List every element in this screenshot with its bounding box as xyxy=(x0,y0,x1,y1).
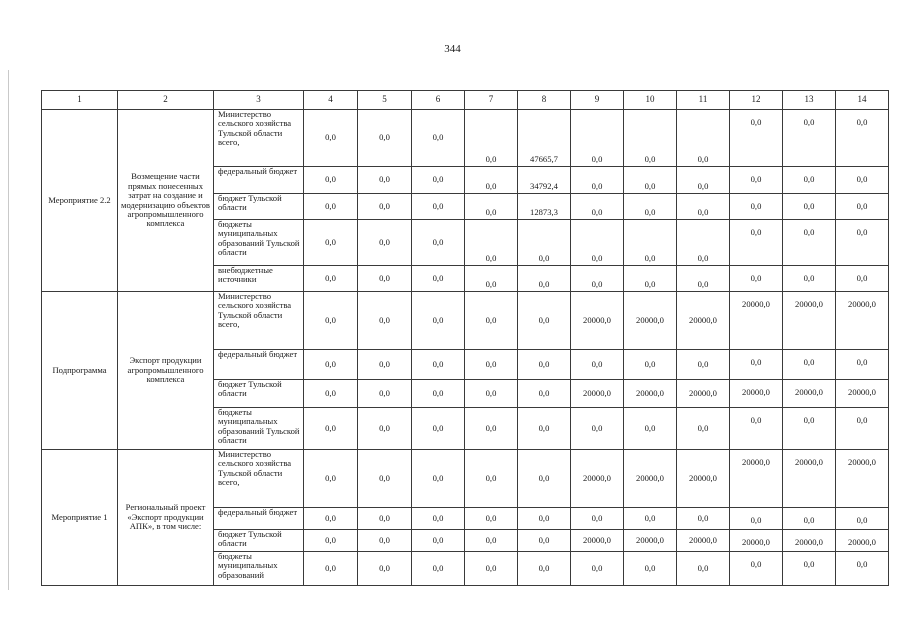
value-cell: 0,0 xyxy=(304,552,358,586)
value-cell: 20000,0 xyxy=(730,380,783,408)
value-cell: 20000,0 xyxy=(836,530,889,552)
value-cell: 12873,3 xyxy=(518,194,571,220)
value-cell: 0,0 xyxy=(358,552,412,586)
block-description-cell: Экспорт продукции агропромышленного комплекса xyxy=(118,292,214,450)
value-cell: 0,0 xyxy=(783,552,836,586)
value-cell: 0,0 xyxy=(730,508,783,530)
value-cell: 0,0 xyxy=(518,508,571,530)
value-cell: 0,0 xyxy=(358,194,412,220)
value-cell: 0,0 xyxy=(304,220,358,266)
value-cell: 0,0 xyxy=(518,450,571,508)
value-cell: 0,0 xyxy=(412,508,465,530)
value-cell: 0,0 xyxy=(304,350,358,380)
value-cell: 0,0 xyxy=(465,220,518,266)
header-row xyxy=(42,91,889,110)
table-row xyxy=(42,450,889,508)
funding-source-cell: федеральный бюджет xyxy=(214,350,304,380)
value-cell: 0,0 xyxy=(783,508,836,530)
value-cell: 0,0 xyxy=(571,266,624,292)
value-cell: 0,0 xyxy=(730,350,783,380)
value-cell: 0,0 xyxy=(730,110,783,167)
value-cell: 0,0 xyxy=(518,552,571,586)
block-description-cell: Региональный проект «Экспорт продукции АПК», в том числе: xyxy=(118,450,214,586)
funding-source-cell: Министерство сельского хозяйства Тульской области всего, xyxy=(214,450,304,508)
value-cell: 0,0 xyxy=(358,266,412,292)
header-cell: 10 xyxy=(624,91,677,110)
value-cell: 0,0 xyxy=(358,292,412,350)
value-cell: 0,0 xyxy=(624,167,677,194)
value-cell: 0,0 xyxy=(518,380,571,408)
value-cell: 0,0 xyxy=(571,194,624,220)
scan-margin-line xyxy=(8,70,9,590)
value-cell: 0,0 xyxy=(677,220,730,266)
value-cell: 0,0 xyxy=(783,350,836,380)
value-cell: 0,0 xyxy=(412,552,465,586)
value-cell: 20000,0 xyxy=(571,380,624,408)
value-cell: 47665,7 xyxy=(518,110,571,167)
value-cell: 0,0 xyxy=(412,408,465,450)
funding-source-cell: внебюджетные источники xyxy=(214,266,304,292)
value-cell: 0,0 xyxy=(518,350,571,380)
header-cell: 3 xyxy=(214,91,304,110)
value-cell: 0,0 xyxy=(783,167,836,194)
value-cell: 0,0 xyxy=(783,408,836,450)
value-cell: 0,0 xyxy=(358,380,412,408)
value-cell: 0,0 xyxy=(465,110,518,167)
table-row xyxy=(42,292,889,350)
header-cell: 12 xyxy=(730,91,783,110)
value-cell: 0,0 xyxy=(783,220,836,266)
funding-source-cell: бюджет Тульской области xyxy=(214,380,304,408)
value-cell: 0,0 xyxy=(836,110,889,167)
value-cell: 0,0 xyxy=(571,508,624,530)
header-cell: 11 xyxy=(677,91,730,110)
funding-source-cell: Министерство сельского хозяйства Тульской области всего, xyxy=(214,292,304,350)
value-cell: 0,0 xyxy=(730,167,783,194)
value-cell: 0,0 xyxy=(571,408,624,450)
value-cell: 20000,0 xyxy=(836,380,889,408)
value-cell: 20000,0 xyxy=(783,292,836,350)
value-cell: 0,0 xyxy=(518,530,571,552)
block-name-cell: Мероприятие 1 xyxy=(42,450,118,586)
page-number: 344 xyxy=(444,43,461,55)
value-cell: 0,0 xyxy=(836,508,889,530)
value-cell: 20000,0 xyxy=(730,530,783,552)
block-name-cell: Мероприятие 2.2 xyxy=(42,110,118,292)
value-cell: 0,0 xyxy=(518,220,571,266)
value-cell: 20000,0 xyxy=(677,530,730,552)
value-cell: 0,0 xyxy=(677,266,730,292)
value-cell: 0,0 xyxy=(624,350,677,380)
value-cell: 20000,0 xyxy=(783,530,836,552)
value-cell: 0,0 xyxy=(677,350,730,380)
funding-source-cell: бюджет Тульской области xyxy=(214,194,304,220)
budget-table xyxy=(41,90,889,586)
value-cell: 20000,0 xyxy=(571,292,624,350)
value-cell: 0,0 xyxy=(358,508,412,530)
value-cell: 0,0 xyxy=(571,552,624,586)
funding-source-cell: Министерство сельского хозяйства Тульской области всего, xyxy=(214,110,304,167)
value-cell: 0,0 xyxy=(465,508,518,530)
value-cell: 0,0 xyxy=(836,266,889,292)
table-row xyxy=(42,110,889,167)
value-cell: 0,0 xyxy=(304,530,358,552)
value-cell: 0,0 xyxy=(304,194,358,220)
value-cell: 0,0 xyxy=(412,266,465,292)
funding-source-cell: федеральный бюджет xyxy=(214,167,304,194)
value-cell: 0,0 xyxy=(836,350,889,380)
value-cell: 34792,4 xyxy=(518,167,571,194)
value-cell: 20000,0 xyxy=(677,450,730,508)
value-cell: 0,0 xyxy=(730,266,783,292)
value-cell: 0,0 xyxy=(304,110,358,167)
header-cell: 8 xyxy=(518,91,571,110)
value-cell: 0,0 xyxy=(465,350,518,380)
value-cell: 20000,0 xyxy=(624,530,677,552)
block-name-cell: Подпрограмма xyxy=(42,292,118,450)
value-cell: 0,0 xyxy=(783,110,836,167)
value-cell: 0,0 xyxy=(304,408,358,450)
value-cell: 20000,0 xyxy=(783,450,836,508)
header-cell: 2 xyxy=(118,91,214,110)
value-cell: 0,0 xyxy=(677,110,730,167)
value-cell: 0,0 xyxy=(358,450,412,508)
value-cell: 0,0 xyxy=(571,220,624,266)
value-cell: 0,0 xyxy=(836,194,889,220)
header-cell: 4 xyxy=(304,91,358,110)
value-cell: 0,0 xyxy=(783,194,836,220)
value-cell: 0,0 xyxy=(730,194,783,220)
value-cell: 0,0 xyxy=(571,167,624,194)
value-cell: 20000,0 xyxy=(677,292,730,350)
value-cell: 0,0 xyxy=(730,220,783,266)
value-cell: 0,0 xyxy=(412,110,465,167)
value-cell: 0,0 xyxy=(677,508,730,530)
value-cell: 0,0 xyxy=(304,450,358,508)
value-cell: 0,0 xyxy=(358,530,412,552)
header-cell: 1 xyxy=(42,91,118,110)
value-cell: 0,0 xyxy=(465,552,518,586)
value-cell: 0,0 xyxy=(465,380,518,408)
value-cell: 0,0 xyxy=(836,408,889,450)
value-cell: 20000,0 xyxy=(730,292,783,350)
value-cell: 0,0 xyxy=(412,292,465,350)
value-cell: 0,0 xyxy=(677,408,730,450)
value-cell: 0,0 xyxy=(412,350,465,380)
value-cell: 0,0 xyxy=(465,450,518,508)
value-cell: 0,0 xyxy=(358,408,412,450)
value-cell: 0,0 xyxy=(465,167,518,194)
value-cell: 20000,0 xyxy=(624,380,677,408)
header-cell: 13 xyxy=(783,91,836,110)
value-cell: 0,0 xyxy=(358,110,412,167)
value-cell: 0,0 xyxy=(624,266,677,292)
value-cell: 20000,0 xyxy=(730,450,783,508)
value-cell: 0,0 xyxy=(465,266,518,292)
value-cell: 20000,0 xyxy=(783,380,836,408)
value-cell: 0,0 xyxy=(412,167,465,194)
funding-source-cell: бюджеты муниципальных образований xyxy=(214,552,304,586)
value-cell: 20000,0 xyxy=(624,292,677,350)
value-cell: 0,0 xyxy=(624,552,677,586)
value-cell: 0,0 xyxy=(465,530,518,552)
value-cell: 0,0 xyxy=(677,167,730,194)
header-cell: 9 xyxy=(571,91,624,110)
header-cell: 6 xyxy=(412,91,465,110)
value-cell: 0,0 xyxy=(677,194,730,220)
value-cell: 0,0 xyxy=(836,552,889,586)
value-cell: 20000,0 xyxy=(571,530,624,552)
value-cell: 0,0 xyxy=(304,266,358,292)
value-cell: 0,0 xyxy=(571,350,624,380)
value-cell: 0,0 xyxy=(624,408,677,450)
value-cell: 0,0 xyxy=(624,194,677,220)
value-cell: 0,0 xyxy=(730,552,783,586)
value-cell: 0,0 xyxy=(358,350,412,380)
value-cell: 0,0 xyxy=(836,220,889,266)
value-cell: 0,0 xyxy=(304,380,358,408)
value-cell: 0,0 xyxy=(730,408,783,450)
funding-source-cell: бюджеты муниципальных образований Тульской области xyxy=(214,408,304,450)
value-cell: 0,0 xyxy=(465,292,518,350)
funding-source-cell: бюджет Тульской области xyxy=(214,530,304,552)
value-cell: 0,0 xyxy=(518,266,571,292)
value-cell: 0,0 xyxy=(571,110,624,167)
value-cell: 0,0 xyxy=(358,167,412,194)
value-cell: 20000,0 xyxy=(624,450,677,508)
value-cell: 0,0 xyxy=(624,110,677,167)
value-cell: 20000,0 xyxy=(571,450,624,508)
value-cell: 0,0 xyxy=(412,220,465,266)
value-cell: 0,0 xyxy=(358,220,412,266)
value-cell: 0,0 xyxy=(412,194,465,220)
funding-source-cell: федеральный бюджет xyxy=(214,508,304,530)
funding-source-cell: бюджеты муниципальных образований Тульской области xyxy=(214,220,304,266)
value-cell: 0,0 xyxy=(412,530,465,552)
value-cell: 0,0 xyxy=(412,380,465,408)
value-cell: 20000,0 xyxy=(836,292,889,350)
value-cell: 0,0 xyxy=(836,167,889,194)
value-cell: 0,0 xyxy=(412,450,465,508)
value-cell: 20000,0 xyxy=(836,450,889,508)
value-cell: 0,0 xyxy=(518,408,571,450)
value-cell: 0,0 xyxy=(783,266,836,292)
value-cell: 20000,0 xyxy=(677,380,730,408)
value-cell: 0,0 xyxy=(465,194,518,220)
value-cell: 0,0 xyxy=(518,292,571,350)
value-cell: 0,0 xyxy=(304,508,358,530)
header-cell: 7 xyxy=(465,91,518,110)
value-cell: 0,0 xyxy=(304,167,358,194)
header-cell: 14 xyxy=(836,91,889,110)
block-description-cell: Возмещение части прямых понесенных затрат на создание и модернизацию объектов агропромышленного комплекса xyxy=(118,110,214,292)
value-cell: 0,0 xyxy=(624,508,677,530)
header-cell: 5 xyxy=(358,91,412,110)
value-cell: 0,0 xyxy=(677,552,730,586)
value-cell: 0,0 xyxy=(304,292,358,350)
value-cell: 0,0 xyxy=(624,220,677,266)
value-cell: 0,0 xyxy=(465,408,518,450)
